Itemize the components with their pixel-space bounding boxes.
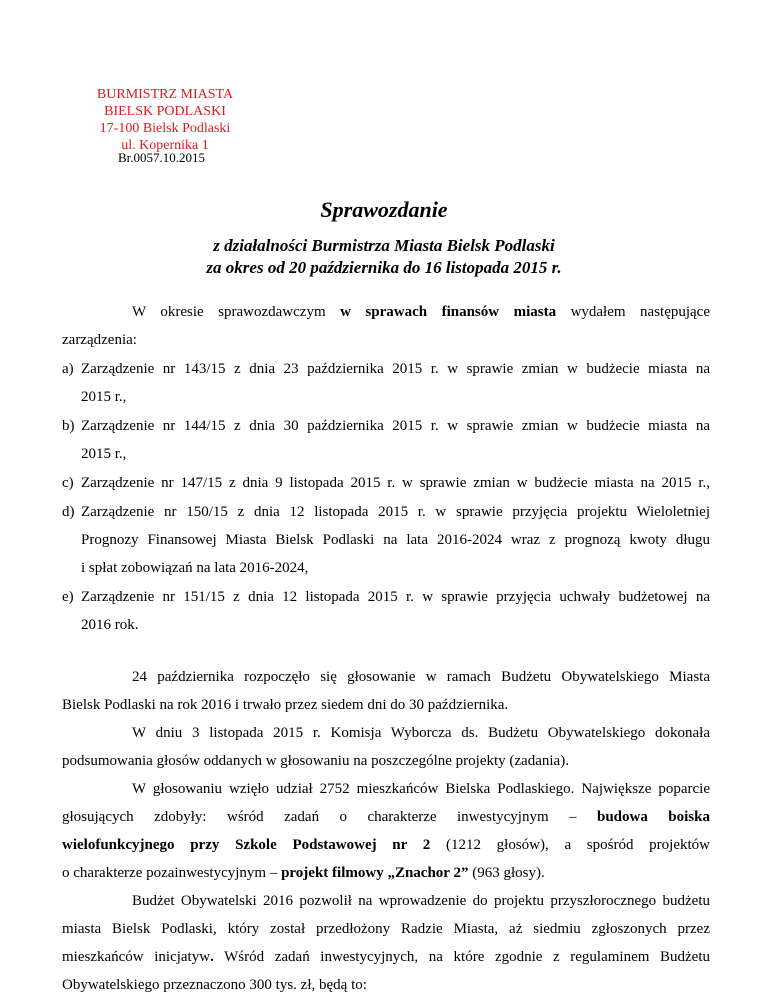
intro-bold-finance: w sprawach finansów miasta: [340, 304, 557, 320]
intro-text-end: wydałem następujące: [570, 304, 710, 320]
paragraph-5-line-1: Budżet Obywatelski 2016 pozwolił na wprowadzenie do projektu przyszłorocznego budżetu: [132, 893, 710, 909]
list-marker: e): [62, 589, 74, 605]
letterhead: [80, 86, 250, 154]
p5-text: mieszkańców inicjatyw: [62, 949, 211, 965]
p4-text: głosujących zdobyły: wśród zadań o charakterze inwestycyjnym –: [62, 809, 577, 825]
intro-paragraph-line-2: zarządzenia:: [62, 332, 137, 348]
list-item-b: [62, 416, 710, 436]
list-marker: a): [62, 361, 74, 377]
paragraph-3-line-2: podsumowania głosów oddanych w głosowaniu na poszczególne projekty (zadania).: [62, 753, 569, 769]
list-item-text: Zarządzenie nr 151/15 z dnia 12 listopada 2015 r. w sprawie przyjęcia uchwały budżetowej na: [81, 589, 710, 605]
p4-bold-school: wielofunkcyjnego przy Szkole Podstawowej nr 2: [62, 837, 431, 853]
paragraph-5-line-4: Obywatelskiego przeznaczono 300 tys. zł, będą to:: [62, 977, 367, 993]
letterhead-line-1: BURMISTRZ MIASTA: [96, 87, 234, 102]
paragraph-4-line-2: [62, 807, 710, 827]
list-item-d: [62, 502, 710, 522]
document-subtitle-1: z działalności Burmistrza Miasta Bielsk Podlaski: [213, 236, 555, 255]
p5-text-2: Wśród zadań inwestycyjnych, na które zgodnie z regulaminem Budżetu: [224, 949, 710, 965]
document-subtitle-2: za okres od 20 października do 16 listopada 2015 r.: [206, 258, 562, 277]
p4-text-votes-2: (963 głosy).: [472, 865, 545, 881]
list-marker: d): [62, 504, 75, 520]
document-title: Sprawozdanie: [320, 197, 448, 222]
letterhead-line-3: 17-100 Bielsk Podlaski: [99, 121, 231, 136]
p4-text-non-invest: o charakterze pozainwestycyjnym –: [62, 865, 278, 881]
p5-bold-dot: .: [210, 949, 214, 965]
list-item-a-cont: 2015 r.,: [81, 389, 127, 405]
list-item-a: [62, 359, 710, 379]
list-item-text: Zarządzenie nr 143/15 z dnia 23 października 2015 r. w sprawie zmian w budżecie miasta na: [81, 361, 710, 377]
paragraph-4-line-4: [62, 863, 710, 883]
intro-paragraph-line-1: [132, 302, 710, 322]
letterhead-line-2: BIELSK PODLASKI: [104, 104, 226, 119]
list-marker: b): [62, 418, 75, 434]
letterhead-line-4: ul. Kopernika 1: [121, 138, 209, 153]
list-item-text: Zarządzenie nr 150/15 z dnia 12 listopada 2015 r. w sprawie przyjęcia projektu Wieloletniej: [81, 504, 710, 520]
paragraph-5-line-2: miasta Bielsk Podlaski, który został przedłożony Radzie Miasta, aż siedmiu zgłoszonych przez: [62, 921, 710, 937]
p4-text-votes: (1212 głosów), a spośród projektów: [445, 837, 710, 853]
list-item-d-cont-1: Prognozy Finansowej Miasta Bielsk Podlaski na lata 2016-2024 wraz z prognozą kwoty długu: [81, 532, 710, 548]
list-item-text: Zarządzenie nr 147/15 z dnia 9 listopada 2015 r. w sprawie zmian w budżecie miasta na 2015 r.,: [81, 475, 710, 491]
paragraph-2-line-2: Bielsk Podlaski na rok 2016 i trwało przez siedem dni do 30 października.: [62, 697, 509, 713]
reference-number: Br.0057.10.2015: [118, 150, 206, 165]
list-item-c: [62, 473, 710, 493]
list-marker: c): [62, 475, 74, 491]
paragraph-3-line-1: W dniu 3 listopada 2015 r. Komisja Wyborcza ds. Budżetu Obywatelskiego dokonała: [132, 725, 710, 741]
paragraph-5-line-3: [62, 947, 710, 967]
intro-text: W okresie sprawozdawczym: [132, 304, 326, 320]
paragraph-4-line-3: [62, 835, 710, 855]
paragraph-4-line-1: W głosowaniu wzięło udział 2752 mieszkańców Bielska Podlaskiego. Największe poparcie: [132, 781, 710, 797]
list-item-d-cont-2: i spłat zobowiązań na lata 2016-2024,: [81, 560, 309, 576]
p4-bold-film: projekt filmowy „Znachor 2”: [281, 865, 469, 881]
list-item-e-cont: 2016 rok.: [81, 617, 139, 633]
list-item-text: Zarządzenie nr 144/15 z dnia 30 października 2015 r. w sprawie zmian w budżecie miasta na: [81, 418, 710, 434]
p4-bold-boisko: budowa boiska: [597, 809, 710, 825]
paragraph-2-line-1: 24 października rozpoczęło się głosowanie w ramach Budżetu Obywatelskiego Miasta: [132, 669, 710, 685]
list-item-e: [62, 587, 710, 607]
list-item-b-cont: 2015 r.,: [81, 446, 127, 462]
